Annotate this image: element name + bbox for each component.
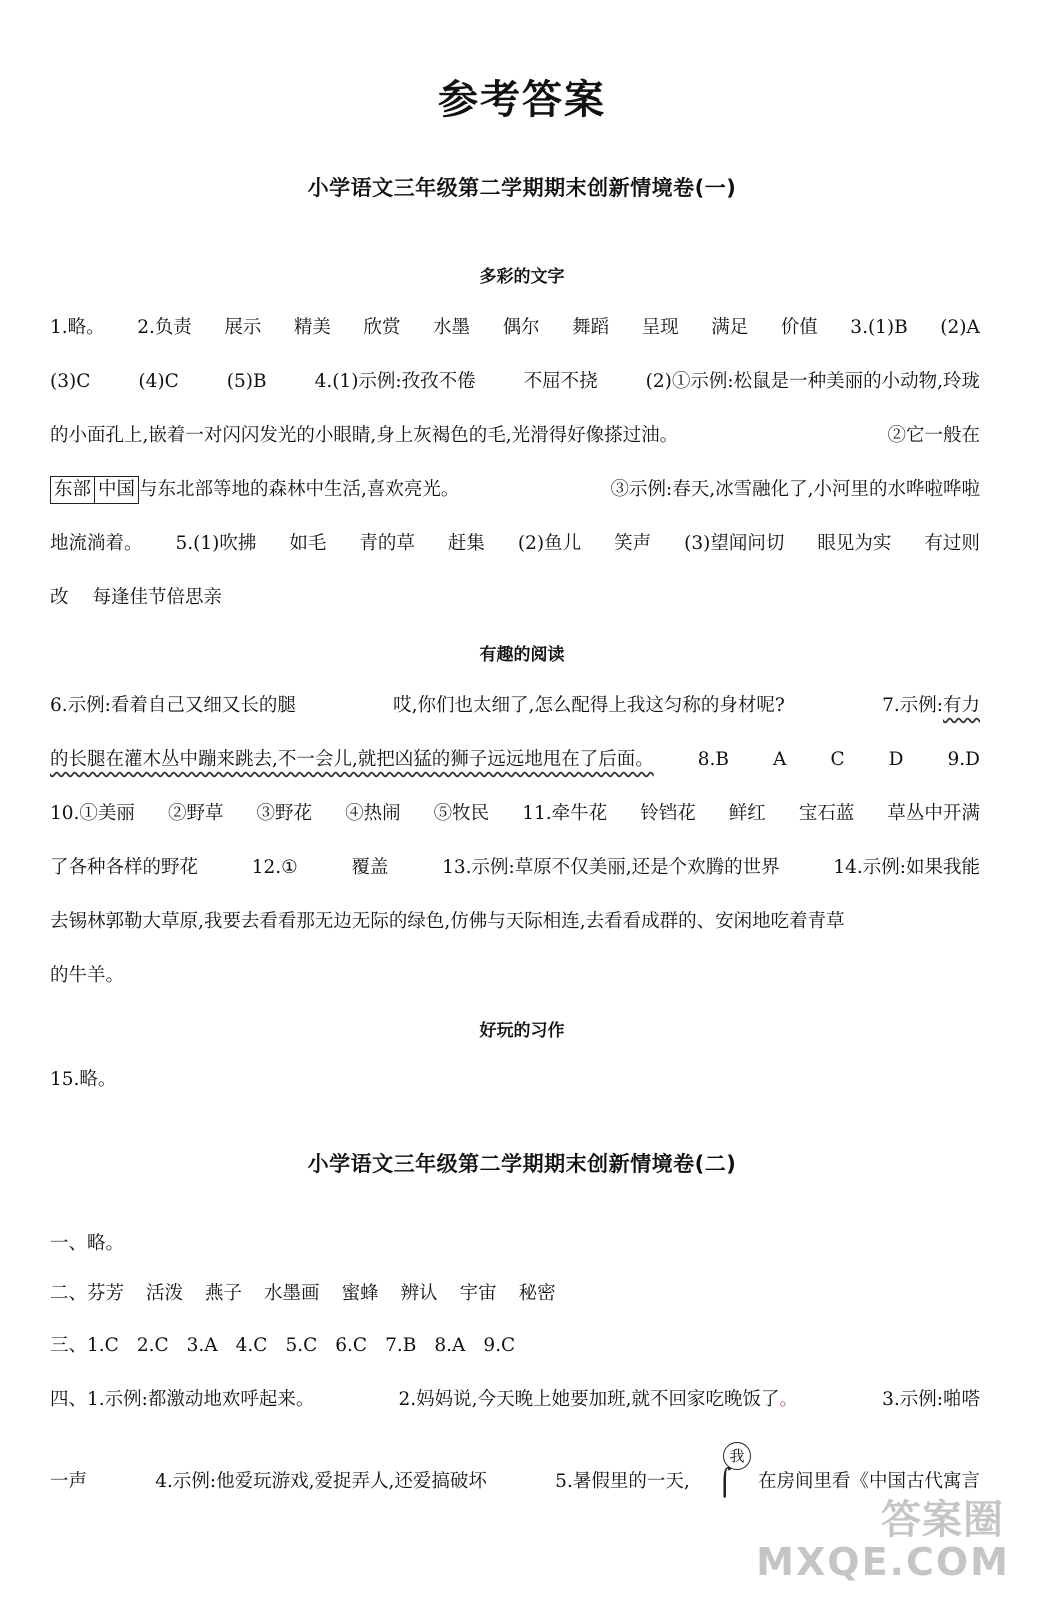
answer-text: 呈现 <box>641 317 679 338</box>
answer-text: 偶尔 <box>502 317 540 338</box>
answer-text: (2)①示例:松鼠是一种美丽的小动物,玲珑 <box>645 371 980 392</box>
answer-text: ③野花 <box>256 803 313 824</box>
boxed-word: 中国 <box>95 476 139 504</box>
answer-text: 三、1.C <box>50 1335 119 1356</box>
answer-text: 7.B <box>385 1335 417 1356</box>
answer-text: 草丛中开满 <box>887 803 980 824</box>
answer-text: (2)鱼儿 <box>517 533 582 554</box>
answer-text: 改 <box>50 587 69 608</box>
watermark-logo: 答案圈 <box>881 1497 1004 1543</box>
answer-text: 如毛 <box>289 533 327 554</box>
answer-text: 铃铛花 <box>640 803 696 824</box>
answer-line <box>50 796 980 832</box>
answer-text: 2.负责 <box>137 317 192 338</box>
answer-text: 展示 <box>224 317 262 338</box>
answer-line <box>50 310 980 346</box>
answer-text: A <box>773 749 787 770</box>
answer-text: 哎,你们也太细了,怎么配得上我这匀称的身材呢? <box>393 695 785 716</box>
paper1-title: 小学语文三年级第二学期期末创新情境卷(一) <box>307 176 737 200</box>
answer-text: 辨认 <box>400 1283 438 1304</box>
answer-text: 6.C <box>335 1335 368 1356</box>
answer-text: 4.C <box>235 1335 268 1356</box>
answer-line <box>50 1382 980 1418</box>
correction-box <box>50 472 459 508</box>
answer-line <box>50 688 980 724</box>
page-title: 参考答案 <box>438 76 606 123</box>
answer-text: 欣赏 <box>363 317 401 338</box>
answer-text: ⑤牧民 <box>433 803 490 824</box>
answer-text: 的牛羊。 <box>50 965 125 986</box>
answer-line <box>50 742 980 778</box>
answer-text: 鲜红 <box>728 803 766 824</box>
answer-text: 四、1.示例:都激动地欢呼起来。 <box>50 1389 315 1410</box>
paper2-title: 小学语文三年级第二学期期末创新情境卷(二) <box>307 1152 737 1176</box>
answer-text: (5)B <box>226 371 267 392</box>
answer-text: 11.牵牛花 <box>522 803 608 824</box>
answer-text: 去锡林郭勒大草原,我要去看看那无边无际的绿色,仿佛与天际相连,去看看成群的、安闲地吃着青草 <box>50 911 845 932</box>
answer-line <box>50 526 980 562</box>
insert-brace-icon: ⌠ <box>718 1468 732 1498</box>
answer-text: 15.略。 <box>50 1069 117 1090</box>
answer-text: ②它一般在 <box>887 425 980 446</box>
answer-text: 4.示例:他爱玩游戏,爱捉弄人,还爱搞破坏 <box>155 1471 487 1492</box>
answer-text: 2.妈妈说,今天晚上她要加班,就不回家吃晚饭了 <box>398 1389 780 1410</box>
section-head-fun-writing: 好玩的习作 <box>479 1021 565 1041</box>
answer-text: 赶集 <box>447 533 485 554</box>
answer-text: 14.示例:如果我能 <box>833 857 980 878</box>
answer-text: 覆盖 <box>351 857 389 878</box>
answer-text: 满足 <box>711 317 749 338</box>
answer-line <box>50 958 980 994</box>
answer-line <box>50 1226 980 1262</box>
insert-mark-circle: 我 <box>723 1442 751 1470</box>
answer-text: 5.C <box>285 1335 318 1356</box>
answer-text: 在房间里看《中国古代寓言 <box>757 1471 980 1492</box>
answer-text: (3)C <box>50 371 91 392</box>
answer-text: 水墨画 <box>264 1283 320 1304</box>
answer-text: 2.C <box>136 1335 169 1356</box>
answer-text: 燕子 <box>205 1283 243 1304</box>
answer-text: 8.B <box>697 749 730 770</box>
section-head-colorful-text: 多彩的文字 <box>479 267 565 287</box>
red-correction-mark: 。 <box>779 1389 798 1410</box>
answer-text: 秘密 <box>518 1283 556 1304</box>
answer-text: 的小面孔上,嵌着一对闪闪发光的小眼睛,身上灰褐色的毛,光滑得好像搽过油。 <box>50 425 679 446</box>
answer-line <box>50 850 980 886</box>
answer-text: 9.D <box>947 749 980 770</box>
answer-text <box>399 1382 798 1418</box>
answer-text: ④热闹 <box>345 803 401 824</box>
answer-text: 1.略。 <box>50 317 105 338</box>
answer-text: 地流淌着。 <box>50 533 143 554</box>
answer-text: 每逢佳节倍思亲 <box>92 587 223 608</box>
answer-text: 一、略。 <box>50 1233 125 1254</box>
answer-text: ③示例:春天,冰雪融化了,小河里的水哗啦哗啦 <box>610 479 980 500</box>
answer-text: 6.示例:看着自己又细又长的腿 <box>50 695 296 716</box>
answer-line <box>50 1276 980 1312</box>
answer-text: (2)A <box>940 317 980 338</box>
answer-text: 3.示例:啪嗒 <box>882 1389 980 1410</box>
answer-text: 二、芬芳 <box>50 1283 125 1304</box>
answer-line <box>50 1464 980 1500</box>
answer-text: 3.A <box>186 1335 218 1356</box>
answer-line <box>50 904 980 940</box>
answer-line <box>50 472 980 508</box>
answer-text: 与东北部等地的森林中生活,喜欢亮光。 <box>139 479 460 500</box>
answer-text: 5.(1)吹拂 <box>175 533 257 554</box>
answer-text: 13.示例:草原不仅美丽,还是个欢腾的世界 <box>442 857 780 878</box>
answer-line <box>50 1062 980 1098</box>
section-head-fun-reading: 有趣的阅读 <box>479 645 565 665</box>
answer-text: 9.C <box>483 1335 516 1356</box>
answer-text: 4.(1)示例:孜孜不倦 <box>314 371 476 392</box>
answer-text: 笑声 <box>614 533 652 554</box>
wavy-underlined-text: 有力 <box>942 695 980 716</box>
answer-line <box>50 1328 980 1364</box>
answer-text: 宇宙 <box>459 1283 497 1304</box>
answer-line <box>50 580 980 616</box>
boxed-word: 东部 <box>50 476 95 504</box>
answer-text: 活泼 <box>146 1283 184 1304</box>
answer-text: 一声 <box>50 1471 88 1492</box>
answer-text: 8.A <box>434 1335 466 1356</box>
answer-text: 7.示例: <box>882 695 943 716</box>
wavy-underlined-text: 的长腿在灌木丛中蹦来跳去,不一会儿,就把凶猛的狮子远远地甩在了后面。 <box>50 749 654 770</box>
watermark-site: MXQE.COM <box>756 1540 1010 1584</box>
answer-text <box>882 688 980 724</box>
answer-text: 舞蹈 <box>572 317 610 338</box>
answer-text: 蜜蜂 <box>341 1283 379 1304</box>
answer-text: 有过则 <box>924 533 980 554</box>
answer-text: 眼见为实 <box>817 533 892 554</box>
answer-text: C <box>830 749 845 770</box>
answer-text: D <box>888 749 904 770</box>
answer-text: (3)望闻问切 <box>684 533 785 554</box>
answer-text: 青的草 <box>359 533 415 554</box>
answer-text: 价值 <box>780 317 818 338</box>
answer-text: 不屈不挠 <box>523 371 598 392</box>
answer-text: (4)C <box>138 371 179 392</box>
answer-text: 了各种各样的野花 <box>50 857 199 878</box>
answer-text: 宝石蓝 <box>798 803 855 824</box>
answer-line <box>50 364 980 400</box>
answer-line <box>50 418 980 454</box>
answer-text: 3.(1)B <box>850 317 908 338</box>
answer-text: 5.暑假里的一天, <box>555 1471 690 1492</box>
answer-text: 12.① <box>251 857 298 878</box>
answer-text: ②野草 <box>167 803 224 824</box>
answer-text: 10.①美丽 <box>50 803 135 824</box>
answer-text: 水墨 <box>433 317 471 338</box>
answer-text: 精美 <box>293 317 331 338</box>
